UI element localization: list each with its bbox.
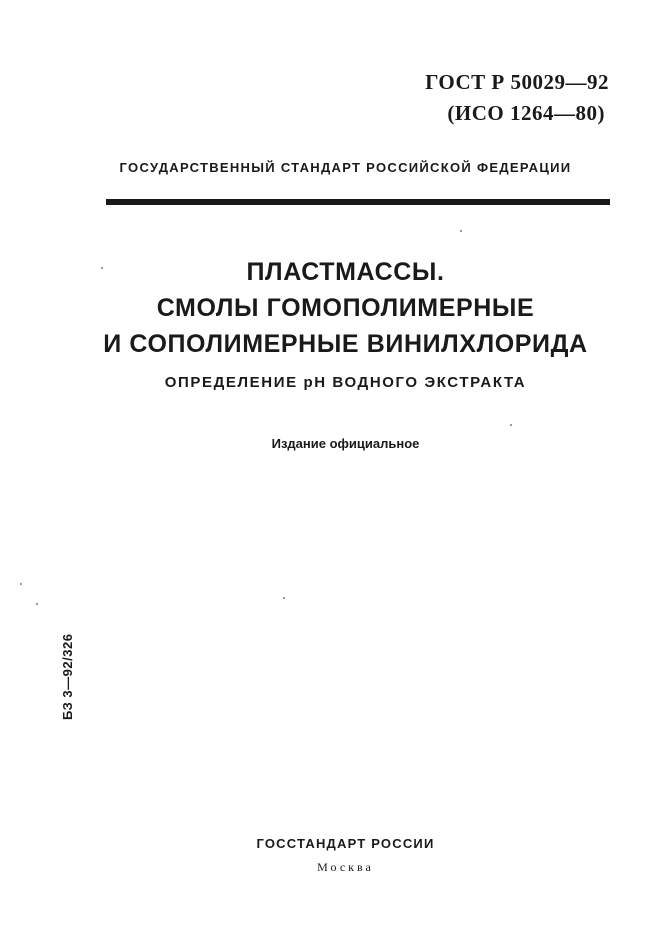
publisher-city: Москва — [317, 860, 374, 874]
standard-type-heading: ГОСУДАРСТВЕННЫЙ СТАНДАРТ РОССИЙСКОЙ ФЕДЕРАЦИИ — [119, 160, 572, 175]
title-line-3: И СОПОЛИМЕРНЫЕ ВИНИЛХЛОРИДА — [103, 330, 588, 358]
header-divider — [106, 199, 610, 205]
publisher-name: ГОССТАНДАРТ РОССИИ — [256, 836, 435, 851]
edition-label: Издание официальное — [271, 436, 420, 451]
scan-speck — [101, 267, 103, 269]
scan-speck — [36, 603, 38, 605]
scan-speck — [460, 230, 462, 232]
document-subtitle: ОПРЕДЕЛЕНИЕ рН ВОДНОГО ЭКСТРАКТА — [164, 374, 527, 391]
iso-number: (ИСО 1264—80) — [447, 101, 605, 125]
side-catalog-code: БЗ 3—92/326 — [60, 633, 75, 720]
title-line-2: СМОЛЫ ГОМОПОЛИМЕРНЫЕ — [156, 294, 535, 322]
title-line-1: ПЛАСТМАССЫ. — [246, 258, 445, 286]
scan-speck — [510, 424, 512, 426]
scan-speck — [20, 583, 22, 585]
gost-number: ГОСТ Р 50029—92 — [425, 70, 609, 94]
scan-speck — [283, 597, 285, 599]
